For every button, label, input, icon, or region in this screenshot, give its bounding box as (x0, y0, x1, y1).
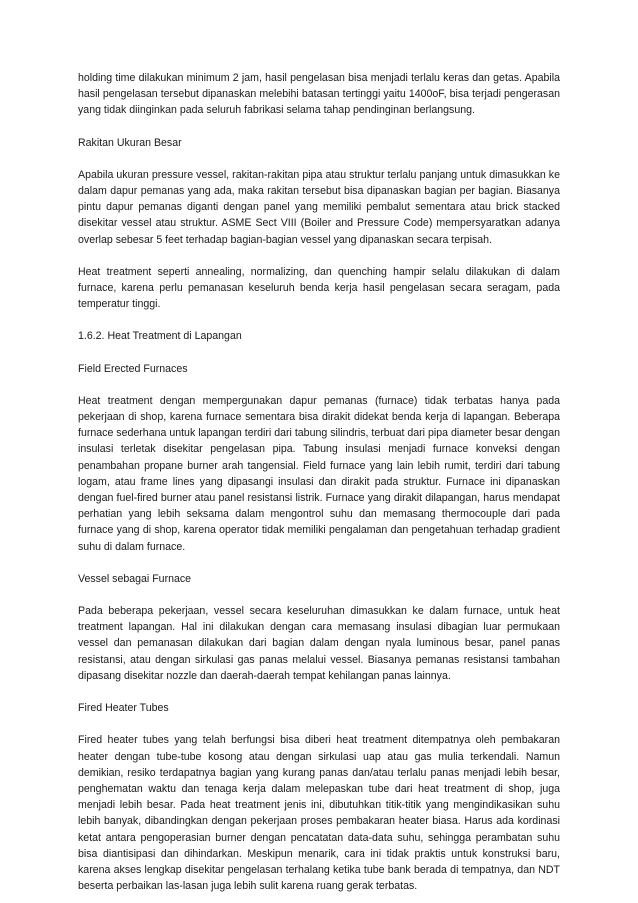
heading-vessel-sebagai-furnace: Vessel sebagai Furnace (78, 572, 192, 585)
paragraph-holding-time: holding time dilakukan minimum 2 jam, hasil pengelasan bisa menjadi terlalu keras dan getas. Apabila hasil pengelasan tersebut dipanaskan melebihi batasan tertinggi yaitu 1400oF, bisa terjadi pengerasan yang tidak diinginkan pada seluruh fabrikasi selama tahap pendinginan berlangsung. (78, 72, 560, 117)
heading-fired-heater-tubes: Fired Heater Tubes (78, 702, 169, 715)
heading-rakitan-ukuran-besar: Rakitan Ukuran Besar (78, 136, 182, 149)
heading-section-1-6-2: 1.6.2. Heat Treatment di Lapangan (78, 330, 242, 343)
paragraph-field-furnaces: Heat treatment dengan mempergunakan dapur pemanas (furnace) tidak terbatas hanya pada pekerjaan di shop, karena furnace sementara bisa dirakit didekat benda kerja di lapangan. Beberapa furnace sederhana untuk lapangan terdiri dari tabung silindris, terbuat dari pipa diameter besar dengan insulasi terletak disekitar pengelasan pipa. Tabung insulasi menjadi furnace konveksi dengan penambahan propane burner arah tangensial. Field furnace yang lain lebih rumit, terdiri dari tabung logam, atau frame lines yang dipasangi insulasi dan dirakit pada struktur. Furnace ini dipanaskan dengan fuel-fired burner atau panel resistansi listrik. Furnace yang dirakit dilapangan, harus mendapat perhatian yang lebih seksama dalam mengontrol suhu dan memasang thermocouple dari pada furnace yang di shop, karena operator tidak memiliki pengalaman dan pengetahuan terhadap gradient suhu di dalam furnace. (78, 394, 560, 553)
paragraph-fired-heater-tubes: Fired heater tubes yang telah berfungsi bisa diberi heat treatment ditempatnya oleh pembakaran heater dengan tube-tube kosong atau dengan sirkulasi uap atau gas mulia terkendali. Namun demikian, resiko terdapatnya bagian yang kurang panas dan/atau terlalu panas menjadi lebih besar, penghematan waktu dan tenaga kerja dalam melepaskan tube dari heat treatment di shop, juga menjadi lebih besar. Pada heat treatment jenis ini, dibutuhkan titik-titik yang mengindikasikan suhu lebih banyak, dibandingkan dengan pekerjaan proses pembakaran heater biasa. Harus ada kordinasi ketat antara pengoperasian burner dengan pencatatan data-data suhu, sehingga perambatan suhu bisa diantisipasi dan dihindarkan. Meskipun menarik, cara ini tidak praktis untuk konstruksi baru, karena akses lengkap disekitar pengelasan terhalang ketika tube bank berada di tempatnya, dan NDT beserta perbaikan las-lasan juga lebih sulit karena ruang gerak terbatas. (78, 734, 560, 893)
paragraph-vessel-furnace: Pada beberapa pekerjaan, vessel secara keseluruhan dimasukkan ke dalam furnace, untuk heat treatment lapangan. Hal ini dilakukan dengan cara memasang insulasi dibagian luar permukaan vessel dan pemanasan dilakukan dari bagian dalam dengan nyala luminous besar, panel panas resistansi, atau dengan sirkulasi gas panas melalui vessel. Biasanya pemanas resistansi tambahan dipasang disekitar nozzle dan daerah-daerah tempat kehilangan panas lainnya. (78, 605, 560, 682)
paragraph-heat-treatment-furnace: Heat treatment seperti annealing, normalizing, dan quenching hampir selalu dilakukan di dalam furnace, karena perlu pemanasan keseluruh benda kerja hasil pengelasan secara seragam, pada temperatur tinggi. (78, 265, 560, 311)
heading-field-erected-furnaces: Field Erected Furnaces (78, 362, 188, 375)
paragraph-pressure-vessel: Apabila ukuran pressure vessel, rakitan-rakitan pipa atau struktur terlalu panjang untuk dimasukkan ke dalam dapur pemanas yang ada, maka rakitan tersebut bisa dipanaskan bagian per bagian. Biasanya pintu dapur pemanas diganti dengan panel yang memiliki pembalut sementara atau brick stacked disekitar vessel atau struktur. ASME Sect VIII (Boiler and Pressure Code) mempersyaratkan adanya overlap sebesar 5 feet terhadap bagian-bagian vessel yang dipanaskan secara terpisah. (78, 168, 560, 246)
